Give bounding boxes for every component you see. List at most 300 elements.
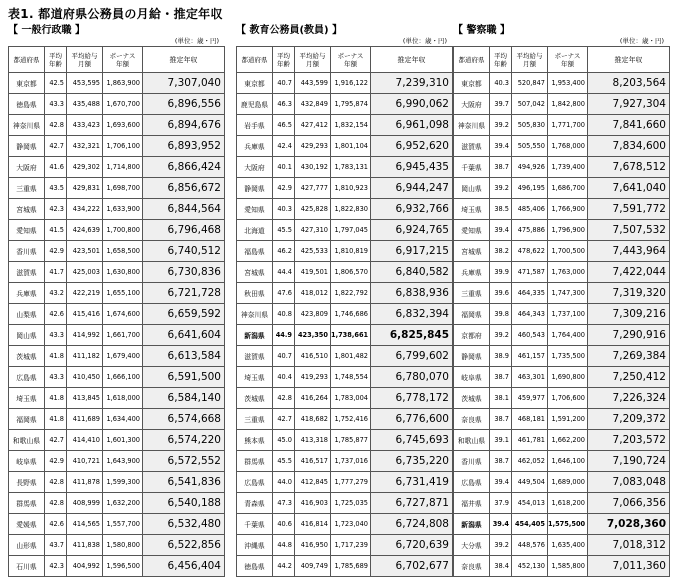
cell-estimated-income: 7,641,040 [588,178,670,199]
cell-annual-bonus: 1,706,100 [103,136,143,157]
cell-estimated-income: 6,730,836 [143,262,225,283]
cell-estimated-income: 6,932,766 [371,199,453,220]
panel-title: 【 警察職 】 [453,25,510,36]
table-row [454,556,670,577]
cell-monthly-salary: 411,838 [67,535,103,556]
table-row [237,262,453,283]
cell-annual-bonus: 1,690,800 [548,367,588,388]
table-row [454,430,670,451]
cell-prefecture: 大阪府 [454,94,490,115]
cell-estimated-income: 7,011,360 [588,556,670,577]
cell-monthly-salary: 452,130 [512,556,548,577]
cell-monthly-salary: 419,293 [295,367,331,388]
cell-prefecture: 神奈川県 [237,304,273,325]
cell-estimated-income: 6,702,677 [371,556,453,577]
cell-average-age: 39.4 [490,472,512,493]
table-row [237,556,453,577]
cell-monthly-salary: 413,845 [67,388,103,409]
cell-monthly-salary: 443,599 [295,73,331,94]
cell-monthly-salary: 415,416 [67,304,103,325]
unit-note: (単位：歳・円) [174,37,219,45]
table-row [9,115,225,136]
cell-average-age: 47.6 [273,283,295,304]
cell-annual-bonus: 1,785,877 [331,430,371,451]
cell-average-age: 40.3 [490,73,512,94]
cell-annual-bonus: 1,580,800 [103,535,143,556]
cell-annual-bonus: 1,679,400 [103,346,143,367]
header-prefecture: 都道府県 [9,47,45,73]
cell-prefecture: 愛知県 [237,199,273,220]
cell-monthly-salary: 416,517 [295,451,331,472]
cell-monthly-salary: 422,219 [67,283,103,304]
cell-monthly-salary: 425,533 [295,241,331,262]
cell-prefecture: 兵庫県 [454,262,490,283]
cell-average-age: 42.8 [45,493,67,514]
page-title: 表1. 都道府県公務員の月給・推定年収 [8,7,223,21]
table-row [9,388,225,409]
cell-estimated-income: 7,307,040 [143,73,225,94]
cell-prefecture: 大分県 [454,535,490,556]
table-row [454,304,670,325]
cell-annual-bonus: 1,953,400 [548,73,588,94]
table-row [237,73,453,94]
cell-annual-bonus: 1,714,800 [103,157,143,178]
cell-monthly-salary: 507,042 [512,94,548,115]
cell-estimated-income: 7,083,048 [588,472,670,493]
unit-note: (単位：歳・円) [619,37,664,45]
table-header-row [454,47,670,73]
cell-annual-bonus: 1,806,570 [331,262,371,283]
cell-estimated-income: 7,239,310 [371,73,453,94]
cell-prefecture: 福島県 [237,241,273,262]
cell-monthly-salary: 435,488 [67,94,103,115]
cell-estimated-income: 6,840,582 [371,262,453,283]
header-monthly-salary: 平均給与 月額 [512,47,548,73]
cell-prefecture: 千葉県 [237,514,273,535]
cell-estimated-income: 6,944,247 [371,178,453,199]
cell-average-age: 38.4 [490,556,512,577]
cell-average-age: 39.4 [490,136,512,157]
cell-prefecture: 福井県 [454,493,490,514]
table-row [237,346,453,367]
cell-estimated-income: 7,927,304 [588,94,670,115]
cell-monthly-salary: 461,157 [512,346,548,367]
cell-annual-bonus: 1,689,000 [548,472,588,493]
cell-average-age: 42.8 [45,472,67,493]
table-row [9,94,225,115]
cell-annual-bonus: 1,746,686 [331,304,371,325]
cell-estimated-income: 7,203,572 [588,430,670,451]
header-average-age: 平均 年齢 [490,47,512,73]
cell-estimated-income: 6,721,728 [143,283,225,304]
table-row [237,535,453,556]
table-row [237,115,453,136]
header-monthly-salary: 平均給与 月額 [67,47,103,73]
table-row [237,94,453,115]
cell-estimated-income: 6,945,435 [371,157,453,178]
cell-average-age: 42.8 [45,115,67,136]
header-annual-bonus: ボーナス 年額 [548,47,588,73]
cell-annual-bonus: 1,752,416 [331,409,371,430]
cell-monthly-salary: 462,052 [512,451,548,472]
cell-prefecture: 愛媛県 [9,514,45,535]
cell-average-age: 42.8 [273,388,295,409]
cell-estimated-income: 8,203,564 [588,73,670,94]
cell-monthly-salary: 505,550 [512,136,548,157]
cell-prefecture: 奈良県 [454,556,490,577]
table-row [9,430,225,451]
cell-estimated-income: 6,896,556 [143,94,225,115]
cell-annual-bonus: 1,585,800 [548,556,588,577]
cell-average-age: 46.3 [273,94,295,115]
cell-annual-bonus: 1,747,300 [548,283,588,304]
table-row [237,472,453,493]
table-row [9,199,225,220]
cell-estimated-income: 6,799,602 [371,346,453,367]
cell-annual-bonus: 1,822,830 [331,199,371,220]
cell-estimated-income: 7,250,412 [588,367,670,388]
cell-annual-bonus: 1,630,800 [103,262,143,283]
cell-average-age: 43.3 [45,94,67,115]
cell-estimated-income: 6,574,220 [143,430,225,451]
cell-average-age: 40.4 [273,367,295,388]
cell-monthly-salary: 468,181 [512,409,548,430]
cell-annual-bonus: 1,646,100 [548,451,588,472]
cell-prefecture: 東京都 [9,73,45,94]
cell-prefecture: 静岡県 [9,136,45,157]
cell-prefecture: 愛知県 [454,220,490,241]
cell-monthly-salary: 416,814 [295,514,331,535]
cell-annual-bonus: 1,725,035 [331,493,371,514]
cell-estimated-income: 6,894,676 [143,115,225,136]
cell-prefecture: 香川県 [454,451,490,472]
cell-annual-bonus: 1,777,279 [331,472,371,493]
cell-estimated-income: 6,961,098 [371,115,453,136]
cell-monthly-salary: 448,576 [512,535,548,556]
table-row [9,283,225,304]
cell-prefecture: 東京都 [454,73,490,94]
cell-prefecture: 徳島県 [237,556,273,577]
cell-estimated-income: 7,309,216 [588,304,670,325]
cell-estimated-income: 6,591,500 [143,367,225,388]
cell-average-age: 43.2 [45,283,67,304]
cell-annual-bonus: 1,916,122 [331,73,371,94]
cell-monthly-salary: 475,886 [512,220,548,241]
cell-monthly-salary: 430,192 [295,157,331,178]
table-row [454,451,670,472]
panel-police [453,25,670,577]
table-row [454,409,670,430]
cell-annual-bonus: 1,596,500 [103,556,143,577]
cell-annual-bonus: 1,737,016 [331,451,371,472]
cell-average-age: 39.9 [490,262,512,283]
cell-annual-bonus: 1,810,819 [331,241,371,262]
cell-monthly-salary: 427,310 [295,220,331,241]
cell-monthly-salary: 505,830 [512,115,548,136]
table-row [9,409,225,430]
cell-annual-bonus: 1,591,200 [548,409,588,430]
table-row [454,157,670,178]
cell-average-age: 38.9 [490,346,512,367]
cell-annual-bonus: 1,796,900 [548,220,588,241]
cell-average-age: 38.1 [490,388,512,409]
cell-prefecture: 三重県 [9,178,45,199]
cell-estimated-income: 6,731,419 [371,472,453,493]
cell-monthly-salary: 419,501 [295,262,331,283]
table-row [454,283,670,304]
cell-prefecture: 埼玉県 [237,367,273,388]
cell-prefecture: 千葉県 [454,157,490,178]
cell-monthly-salary: 418,012 [295,283,331,304]
cell-average-age: 39.2 [490,115,512,136]
cell-estimated-income: 6,856,672 [143,178,225,199]
cell-prefecture: 北海道 [237,220,273,241]
cell-estimated-income: 7,507,532 [588,220,670,241]
cell-monthly-salary: 414,992 [67,325,103,346]
cell-prefecture: 宮城県 [454,241,490,262]
cell-estimated-income: 6,613,584 [143,346,225,367]
cell-monthly-salary: 410,450 [67,367,103,388]
cell-average-age: 46.5 [273,115,295,136]
cell-average-age: 40.7 [273,346,295,367]
cell-estimated-income: 7,190,724 [588,451,670,472]
table-row [237,388,453,409]
panel-title: 【 教育公務員(教員) 】 [236,25,343,36]
cell-prefecture: 滋賀県 [9,262,45,283]
header-estimated-income: 推定年収 [371,47,453,73]
table-row [9,241,225,262]
cell-average-age: 42.6 [45,304,67,325]
cell-estimated-income: 6,740,512 [143,241,225,262]
table-row [454,136,670,157]
cell-annual-bonus: 1,670,700 [103,94,143,115]
cell-prefecture: 宮城県 [9,199,45,220]
cell-estimated-income: 6,720,639 [371,535,453,556]
table-row [454,472,670,493]
cell-prefecture: 長野県 [9,472,45,493]
cell-annual-bonus: 1,771,700 [548,115,588,136]
cell-prefecture: 香川県 [9,241,45,262]
cell-annual-bonus: 1,783,131 [331,157,371,178]
cell-prefecture: 奈良県 [454,409,490,430]
cell-estimated-income: 7,066,356 [588,493,670,514]
cell-prefecture: 秋田県 [237,283,273,304]
cell-monthly-salary: 404,992 [67,556,103,577]
cell-annual-bonus: 1,601,300 [103,430,143,451]
panel-teachers [236,25,453,577]
cell-average-age: 43.3 [45,367,67,388]
cell-estimated-income: 6,745,693 [371,430,453,451]
cell-monthly-salary: 496,195 [512,178,548,199]
table-row [9,535,225,556]
cell-annual-bonus: 1,810,923 [331,178,371,199]
cell-annual-bonus: 1,785,689 [331,556,371,577]
table-row [237,178,453,199]
cell-estimated-income: 6,572,552 [143,451,225,472]
cell-annual-bonus: 1,738,661 [331,325,371,346]
header-prefecture: 都道府県 [237,47,273,73]
cell-estimated-income: 7,209,372 [588,409,670,430]
cell-estimated-income: 6,825,845 [371,325,453,346]
cell-estimated-income: 7,422,044 [588,262,670,283]
cell-estimated-income: 6,917,215 [371,241,453,262]
cell-monthly-salary: 411,878 [67,472,103,493]
table-row [9,556,225,577]
table-row [9,472,225,493]
cell-annual-bonus: 1,737,100 [548,304,588,325]
cell-annual-bonus: 1,739,400 [548,157,588,178]
cell-average-age: 40.8 [273,304,295,325]
cell-estimated-income: 6,532,480 [143,514,225,535]
cell-annual-bonus: 1,658,500 [103,241,143,262]
cell-prefecture: 大阪府 [237,157,273,178]
cell-prefecture: 岐阜県 [9,451,45,472]
cell-average-age: 45.5 [273,451,295,472]
cell-average-age: 45.0 [273,430,295,451]
cell-average-age: 42.9 [45,451,67,472]
cell-prefecture: 岡山県 [454,178,490,199]
table-header-row [237,47,453,73]
cell-monthly-salary: 454,405 [512,514,548,535]
cell-monthly-salary: 412,845 [295,472,331,493]
cell-average-age: 38.7 [490,367,512,388]
cell-estimated-income: 6,952,620 [371,136,453,157]
table-row [237,367,453,388]
table-row [9,136,225,157]
table-row [237,304,453,325]
cell-prefecture: 和歌山県 [9,430,45,451]
cell-prefecture: 福岡県 [454,304,490,325]
cell-average-age: 40.7 [273,73,295,94]
cell-prefecture: 石川県 [9,556,45,577]
table-row [454,178,670,199]
table-row [237,199,453,220]
cell-average-age: 40.3 [273,199,295,220]
cell-estimated-income: 6,574,668 [143,409,225,430]
table-row [237,283,453,304]
table-row [237,409,453,430]
cell-average-age: 40.1 [273,157,295,178]
cell-estimated-income: 6,866,424 [143,157,225,178]
cell-monthly-salary: 413,318 [295,430,331,451]
cell-average-age: 38.7 [490,157,512,178]
cell-average-age: 41.8 [45,409,67,430]
cell-prefecture: 鹿児島県 [237,94,273,115]
cell-annual-bonus: 1,632,200 [103,493,143,514]
header-average-age: 平均 年齢 [273,47,295,73]
cell-annual-bonus: 1,700,800 [103,220,143,241]
cell-average-age: 42.9 [45,241,67,262]
cell-average-age: 42.7 [45,136,67,157]
salary-table [8,46,225,577]
cell-monthly-salary: 434,222 [67,199,103,220]
header-estimated-income: 推定年収 [143,47,225,73]
cell-estimated-income: 7,226,324 [588,388,670,409]
cell-annual-bonus: 1,655,100 [103,283,143,304]
cell-average-age: 41.5 [45,220,67,241]
cell-prefecture: 岡山県 [9,325,45,346]
cell-monthly-salary: 416,510 [295,346,331,367]
header-prefecture: 都道府県 [454,47,490,73]
cell-monthly-salary: 459,977 [512,388,548,409]
cell-average-age: 47.3 [273,493,295,514]
cell-average-age: 39.4 [490,220,512,241]
cell-annual-bonus: 1,575,500 [548,514,588,535]
cell-average-age: 42.3 [45,199,67,220]
salary-table [453,46,670,577]
cell-monthly-salary: 433,423 [67,115,103,136]
cell-prefecture: 広島県 [454,472,490,493]
unit-note: (単位：歳・円) [402,37,447,45]
cell-annual-bonus: 1,686,700 [548,178,588,199]
cell-average-age: 42.6 [45,514,67,535]
cell-annual-bonus: 1,723,040 [331,514,371,535]
cell-average-age: 41.7 [45,262,67,283]
cell-estimated-income: 6,724,808 [371,514,453,535]
cell-prefecture: 神奈川県 [9,115,45,136]
cell-prefecture: 岩手県 [237,115,273,136]
cell-estimated-income: 6,924,765 [371,220,453,241]
cell-monthly-salary: 461,781 [512,430,548,451]
cell-prefecture: 和歌山県 [454,430,490,451]
cell-annual-bonus: 1,801,482 [331,346,371,367]
table-row [454,220,670,241]
cell-estimated-income: 6,735,220 [371,451,453,472]
cell-prefecture: 三重県 [454,283,490,304]
table-row [454,199,670,220]
table-row [454,262,670,283]
cell-monthly-salary: 463,301 [512,367,548,388]
cell-estimated-income: 6,838,936 [371,283,453,304]
cell-monthly-salary: 414,410 [67,430,103,451]
cell-average-age: 42.7 [273,409,295,430]
cell-monthly-salary: 416,950 [295,535,331,556]
cell-annual-bonus: 1,634,400 [103,409,143,430]
cell-average-age: 46.2 [273,241,295,262]
cell-annual-bonus: 1,795,874 [331,94,371,115]
cell-estimated-income: 6,727,871 [371,493,453,514]
cell-annual-bonus: 1,768,000 [548,136,588,157]
cell-prefecture: 宮城県 [237,262,273,283]
table-row [454,346,670,367]
cell-average-age: 39.8 [490,304,512,325]
table-row [9,325,225,346]
cell-annual-bonus: 1,783,004 [331,388,371,409]
cell-monthly-salary: 427,412 [295,115,331,136]
cell-prefecture: 福岡県 [9,409,45,430]
table-row [9,73,225,94]
cell-monthly-salary: 478,622 [512,241,548,262]
table-row [9,220,225,241]
cell-estimated-income: 6,456,404 [143,556,225,577]
cell-monthly-salary: 425,003 [67,262,103,283]
cell-annual-bonus: 1,706,600 [548,388,588,409]
cell-estimated-income: 6,780,070 [371,367,453,388]
table-row [454,535,670,556]
cell-annual-bonus: 1,662,200 [548,430,588,451]
cell-monthly-salary: 429,302 [67,157,103,178]
cell-average-age: 41.8 [45,346,67,367]
cell-average-age: 38.2 [490,241,512,262]
cell-prefecture: 大阪府 [9,157,45,178]
table-row [9,262,225,283]
cell-monthly-salary: 416,903 [295,493,331,514]
cell-estimated-income: 7,018,312 [588,535,670,556]
cell-prefecture: 三重県 [237,409,273,430]
cell-annual-bonus: 1,863,900 [103,73,143,94]
cell-average-age: 39.4 [490,514,512,535]
cell-average-age: 44.8 [273,535,295,556]
